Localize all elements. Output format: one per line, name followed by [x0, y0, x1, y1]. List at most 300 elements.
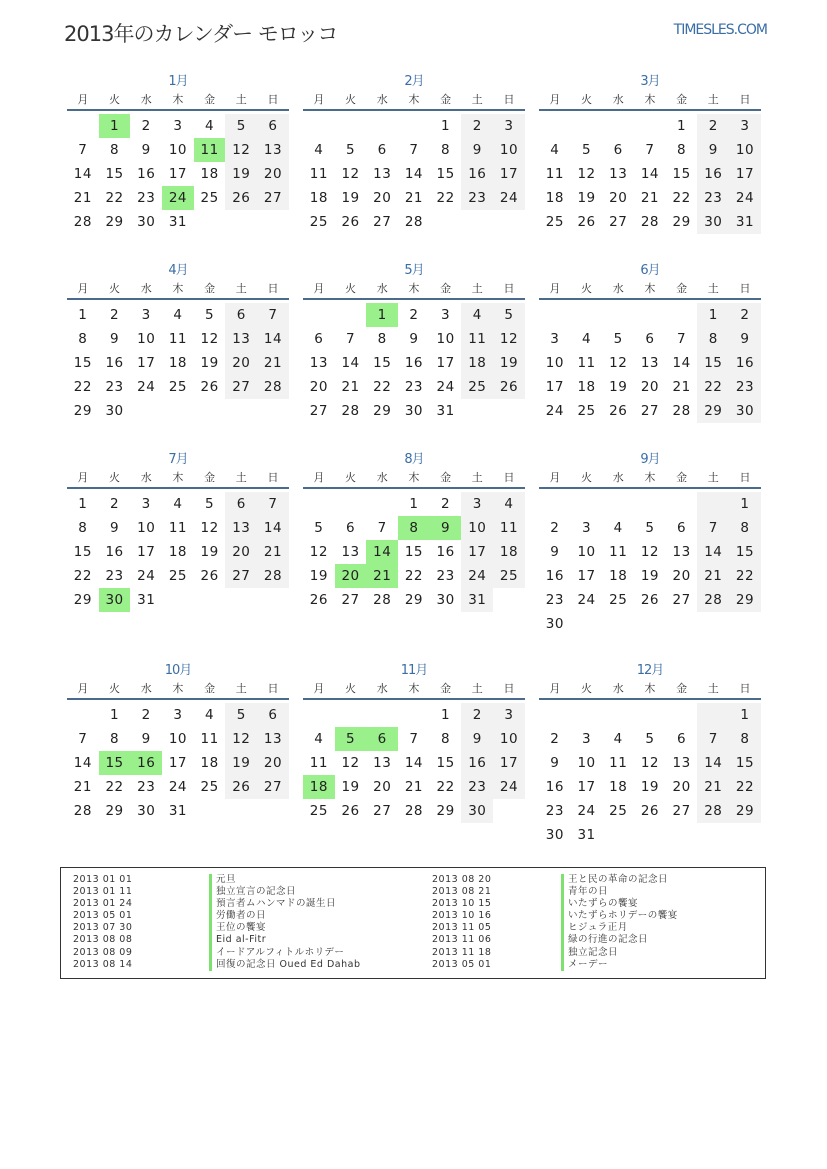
week-row: [303, 564, 525, 588]
day-cell: 24: [577, 803, 596, 819]
day-cell: 10: [729, 138, 761, 162]
day-cell: 8: [109, 731, 120, 747]
week-row: [303, 703, 525, 727]
day-cell: 11: [493, 516, 525, 540]
week-row: [539, 775, 761, 799]
day-cell: 28: [257, 375, 289, 399]
day-cell: 18: [309, 190, 328, 206]
day-empty: [303, 703, 335, 727]
day-empty: [602, 303, 634, 327]
day-empty: [162, 588, 194, 612]
header-divider: [539, 109, 761, 111]
header-divider: [539, 298, 761, 300]
day-cell: 24: [436, 379, 455, 395]
day-cell: 22: [105, 190, 124, 206]
day-cell: 28: [404, 214, 423, 230]
day-cell: 27: [672, 803, 691, 819]
day-empty: [602, 114, 634, 138]
month-6: [539, 262, 761, 423]
weekday-label: 水: [140, 93, 152, 106]
day-cell: 1: [78, 496, 88, 512]
day-cell: 7: [697, 727, 729, 751]
week-row: [303, 540, 525, 564]
day-cell: 13: [257, 727, 289, 751]
day-cell: 26: [609, 403, 628, 419]
weekday-label: 木: [408, 282, 420, 295]
day-cell: 20: [672, 568, 691, 584]
day-cell: 3: [141, 307, 151, 323]
day-empty: [257, 799, 289, 823]
day-cell: 4: [613, 520, 623, 536]
day-cell: 11: [309, 755, 328, 771]
day-cell: 12: [577, 166, 596, 182]
day-cell: 19: [225, 162, 257, 186]
day-cell: 13: [373, 755, 392, 771]
legend-date: 2013 01 11: [73, 886, 133, 898]
day-cell: 1: [729, 492, 761, 516]
day-cell: 25: [309, 214, 328, 230]
month-10: [67, 662, 289, 823]
day-cell: 18: [609, 568, 628, 584]
week-row: [67, 727, 289, 751]
legend-date: 2013 08 08: [73, 934, 133, 946]
day-cell: 9: [550, 544, 560, 560]
week-row: [303, 375, 525, 399]
weekday-label: 土: [235, 471, 247, 484]
weekday-label: 金: [204, 93, 216, 106]
weekday-label: 火: [345, 282, 357, 295]
day-cell: 22: [73, 568, 92, 584]
legend-holiday-name: 王と民の革命の記念日: [561, 874, 678, 886]
day-cell: 2: [729, 303, 761, 327]
day-cell: 3: [441, 307, 451, 323]
day-empty: [461, 210, 493, 234]
day-cell: 20: [225, 540, 257, 564]
weekday-label: 火: [581, 471, 593, 484]
day-cell: 23: [545, 803, 564, 819]
day-cell: 7: [409, 142, 419, 158]
day-cell: 5: [645, 731, 655, 747]
month-5: [303, 262, 525, 423]
header-divider: [303, 109, 525, 111]
weekday-label: 木: [172, 282, 184, 295]
day-cell: 25: [168, 379, 187, 395]
weekday-label: 木: [644, 282, 656, 295]
day-cell: 22: [436, 779, 455, 795]
month-2: [303, 73, 525, 234]
site-name[interactable]: TIMESLES.COM: [673, 22, 767, 38]
day-cell: 7: [377, 520, 387, 536]
holiday-day-cell: 20: [335, 564, 367, 588]
day-cell: 2: [141, 118, 151, 134]
day-cell: 29: [73, 592, 92, 608]
day-empty: [398, 703, 430, 727]
day-cell: 15: [436, 755, 455, 771]
day-cell: 23: [105, 379, 124, 395]
day-cell: 13: [373, 166, 392, 182]
day-cell: 26: [577, 214, 596, 230]
legend-date: 2013 11 18: [432, 946, 492, 958]
day-empty: [225, 588, 257, 612]
day-cell: 28: [73, 803, 92, 819]
day-empty: [257, 210, 289, 234]
day-cell: 29: [672, 214, 691, 230]
day-cell: 9: [109, 520, 120, 536]
week-row: [303, 186, 525, 210]
weekday-label: 金: [440, 282, 452, 295]
day-cell: 23: [461, 775, 493, 799]
week-row: [539, 492, 761, 516]
day-empty: [194, 210, 226, 234]
week-row: [67, 327, 289, 351]
day-empty: [634, 703, 666, 727]
weekday-label: 水: [612, 282, 624, 295]
header-divider: [67, 109, 289, 111]
holiday-day-cell: 1: [366, 303, 398, 327]
day-cell: 3: [461, 492, 493, 516]
day-cell: 22: [436, 190, 455, 206]
day-cell: 9: [461, 138, 493, 162]
legend-date: 2013 07 30: [73, 922, 133, 934]
day-cell: 14: [257, 327, 289, 351]
day-cell: 29: [105, 214, 124, 230]
legend-holiday-name: ヒジュラ正月: [561, 922, 678, 934]
day-cell: 30: [137, 803, 156, 819]
weekday-label: 火: [581, 682, 593, 695]
weekday-label: 火: [345, 682, 357, 695]
day-cell: 16: [105, 355, 124, 371]
week-row: [303, 162, 525, 186]
day-empty: [194, 588, 226, 612]
day-cell: 24: [729, 186, 761, 210]
day-cell: 22: [729, 564, 761, 588]
weekday-label: 月: [313, 682, 325, 695]
day-cell: 10: [137, 520, 156, 536]
day-cell: 11: [545, 166, 564, 182]
day-empty: [493, 210, 525, 234]
week-row: [303, 399, 525, 423]
week-row: [539, 564, 761, 588]
day-cell: 13: [309, 355, 328, 371]
weekday-label: 土: [471, 282, 483, 295]
weekday-header: [67, 280, 289, 298]
week-row: [539, 612, 761, 636]
day-cell: 31: [577, 827, 596, 843]
day-cell: 23: [404, 379, 423, 395]
legend-holiday-name: 緑の行進の記念日: [561, 934, 678, 946]
week-row: [539, 799, 761, 823]
day-cell: 21: [73, 190, 92, 206]
day-cell: 23: [545, 592, 564, 608]
month-7: [67, 451, 289, 612]
day-cell: 26: [493, 375, 525, 399]
day-empty: [539, 114, 571, 138]
day-cell: 17: [729, 162, 761, 186]
day-empty: [398, 114, 430, 138]
weekday-label: 水: [140, 471, 152, 484]
day-cell: 17: [137, 544, 156, 560]
weekday-label: 日: [267, 471, 279, 484]
day-cell: 18: [168, 544, 187, 560]
day-empty: [493, 799, 525, 823]
day-empty: [571, 703, 603, 727]
weekday-label: 土: [471, 682, 483, 695]
day-cell: 25: [309, 803, 328, 819]
day-cell: 2: [697, 114, 729, 138]
week-row: [67, 540, 289, 564]
week-row: [67, 751, 289, 775]
day-cell: 21: [257, 351, 289, 375]
day-cell: 27: [225, 375, 257, 399]
weekday-label: 火: [109, 471, 121, 484]
weekday-label: 金: [440, 93, 452, 106]
header-divider: [303, 487, 525, 489]
legend-holiday-name: 独立記念日: [561, 947, 678, 959]
day-cell: 10: [577, 755, 596, 771]
day-cell: 13: [609, 166, 628, 182]
day-cell: 4: [314, 731, 324, 747]
week-row: [539, 162, 761, 186]
weekday-label: 火: [581, 282, 593, 295]
legend-holiday-name: メーデー: [561, 959, 678, 971]
day-empty: [539, 492, 571, 516]
day-cell: 6: [677, 731, 687, 747]
weekday-label: 木: [172, 93, 184, 106]
day-empty: [335, 703, 367, 727]
day-cell: 20: [672, 779, 691, 795]
day-empty: [366, 492, 398, 516]
weekday-label: 水: [376, 682, 388, 695]
week-row: [539, 210, 761, 234]
day-cell: 14: [697, 540, 729, 564]
day-cell: 15: [697, 351, 729, 375]
day-cell: 9: [729, 327, 761, 351]
weekday-label: 金: [204, 471, 216, 484]
day-empty: [602, 612, 634, 636]
month-title: 6月: [640, 263, 660, 278]
day-cell: 18: [168, 355, 187, 371]
day-cell: 9: [109, 331, 120, 347]
day-cell: 3: [550, 331, 560, 347]
day-empty: [634, 303, 666, 327]
page-title: 2013年のカレンダー モロッコ: [64, 22, 338, 46]
week-row: [67, 210, 289, 234]
day-cell: 8: [441, 142, 451, 158]
day-empty: [634, 612, 666, 636]
holiday-day-cell: 24: [162, 186, 194, 210]
day-cell: 3: [141, 496, 151, 512]
day-cell: 1: [78, 307, 88, 323]
day-cell: 15: [729, 751, 761, 775]
day-cell: 26: [341, 803, 360, 819]
day-cell: 30: [461, 799, 493, 823]
day-cell: 8: [441, 731, 451, 747]
day-cell: 5: [205, 307, 215, 323]
weekday-label: 土: [471, 93, 483, 106]
weekday-label: 火: [581, 93, 593, 106]
week-row: [539, 823, 761, 847]
day-cell: 27: [257, 186, 289, 210]
week-row: [539, 351, 761, 375]
weekday-label: 日: [739, 93, 751, 106]
month-title: 1月: [168, 74, 188, 89]
day-cell: 21: [257, 540, 289, 564]
month-4: [67, 262, 289, 423]
day-cell: 20: [640, 379, 659, 395]
day-cell: 5: [613, 331, 623, 347]
weekday-header: [539, 280, 761, 298]
day-cell: 2: [461, 703, 493, 727]
day-cell: 10: [493, 138, 525, 162]
weekday-label: 日: [503, 282, 515, 295]
legend-holiday-name: 王位の饗宴: [209, 922, 360, 934]
week-row: [67, 351, 289, 375]
day-empty: [335, 492, 367, 516]
day-empty: [729, 823, 761, 847]
day-cell: 10: [461, 516, 493, 540]
weekday-label: 月: [313, 282, 325, 295]
day-cell: 17: [545, 379, 564, 395]
day-cell: 9: [550, 755, 560, 771]
holiday-day-cell: 1: [99, 114, 131, 138]
weekday-header: [303, 91, 525, 109]
holiday-legend: [60, 867, 766, 979]
week-row: [67, 492, 289, 516]
day-cell: 24: [493, 775, 525, 799]
day-cell: 20: [257, 162, 289, 186]
weekday-label: 火: [109, 282, 121, 295]
legend-dates-right: [432, 874, 491, 971]
day-cell: 20: [609, 190, 628, 206]
day-cell: 11: [200, 731, 219, 747]
day-cell: 26: [225, 775, 257, 799]
holiday-day-cell: 16: [130, 751, 162, 775]
day-cell: 8: [78, 520, 88, 536]
day-cell: 7: [645, 142, 655, 158]
day-cell: 24: [137, 568, 156, 584]
day-cell: 3: [493, 114, 525, 138]
week-row: [303, 210, 525, 234]
day-cell: 13: [225, 516, 257, 540]
header-divider: [67, 298, 289, 300]
day-cell: 29: [105, 803, 124, 819]
day-cell: 23: [729, 375, 761, 399]
day-cell: 18: [545, 190, 564, 206]
day-cell: 2: [550, 731, 560, 747]
day-cell: 30: [436, 592, 455, 608]
day-cell: 29: [373, 403, 392, 419]
week-row: [303, 727, 525, 751]
day-cell: 28: [672, 403, 691, 419]
holiday-day-cell: 30: [99, 588, 131, 612]
weekday-label: 水: [612, 682, 624, 695]
legend-holiday-name: Eid al-Fitr: [209, 934, 360, 946]
week-row: [67, 516, 289, 540]
day-cell: 6: [257, 114, 289, 138]
legend-date: 2013 10 15: [432, 898, 492, 910]
day-cell: 6: [345, 520, 356, 536]
weekday-label: 金: [440, 682, 452, 695]
day-cell: 6: [314, 331, 324, 347]
day-cell: 4: [314, 142, 324, 158]
month-title: 12月: [636, 663, 664, 678]
day-cell: 13: [672, 544, 691, 560]
header-divider: [539, 698, 761, 700]
weekday-label: 水: [612, 471, 624, 484]
legend-names-right: [561, 874, 678, 971]
legend-holiday-name: 労働者の日: [209, 910, 360, 922]
day-cell: 29: [729, 588, 761, 612]
month-title: 11月: [400, 663, 428, 678]
day-cell: 11: [577, 355, 596, 371]
day-cell: 7: [677, 331, 687, 347]
week-row: [303, 303, 525, 327]
day-cell: 3: [173, 118, 183, 134]
day-cell: 20: [373, 779, 392, 795]
day-cell: 19: [200, 355, 219, 371]
day-cell: 28: [257, 564, 289, 588]
day-cell: 12: [225, 138, 257, 162]
day-cell: 1: [109, 707, 120, 723]
day-cell: 31: [137, 592, 156, 608]
week-row: [67, 775, 289, 799]
day-cell: 2: [441, 496, 451, 512]
day-cell: 3: [173, 707, 183, 723]
day-cell: 12: [609, 355, 628, 371]
month-1: [67, 73, 289, 234]
day-cell: 26: [309, 592, 328, 608]
weekday-label: 土: [707, 282, 719, 295]
weekday-label: 日: [739, 682, 751, 695]
day-empty: [666, 303, 698, 327]
day-cell: 9: [141, 142, 151, 158]
weekday-label: 金: [676, 282, 688, 295]
day-cell: 20: [225, 351, 257, 375]
month-11: [303, 662, 525, 823]
weekday-label: 土: [707, 682, 719, 695]
day-cell: 11: [609, 755, 628, 771]
holiday-day-cell: 21: [366, 564, 398, 588]
header-divider: [67, 698, 289, 700]
legend-date: 2013 11 06: [432, 934, 492, 946]
day-cell: 22: [73, 379, 92, 395]
day-cell: 30: [545, 827, 564, 843]
day-cell: 17: [577, 779, 596, 795]
day-cell: 3: [581, 731, 592, 747]
day-cell: 5: [225, 703, 257, 727]
day-cell: 16: [729, 351, 761, 375]
legend-holiday-name: いたずらの饗宴: [561, 898, 678, 910]
day-cell: 22: [697, 375, 729, 399]
holiday-day-cell: 15: [99, 751, 131, 775]
day-empty: [493, 399, 525, 423]
day-cell: 20: [257, 751, 289, 775]
day-cell: 9: [141, 731, 151, 747]
day-cell: 22: [373, 379, 392, 395]
day-cell: 19: [309, 568, 328, 584]
day-cell: 2: [109, 307, 120, 323]
week-row: [539, 727, 761, 751]
month-12: [539, 662, 761, 847]
holiday-day-cell: 14: [366, 540, 398, 564]
day-empty: [571, 612, 603, 636]
day-cell: 21: [697, 775, 729, 799]
week-row: [303, 327, 525, 351]
day-cell: 18: [200, 166, 219, 182]
day-empty: [697, 492, 729, 516]
day-cell: 19: [493, 351, 525, 375]
legend-holiday-name: 独立宣言の記念日: [209, 886, 360, 898]
